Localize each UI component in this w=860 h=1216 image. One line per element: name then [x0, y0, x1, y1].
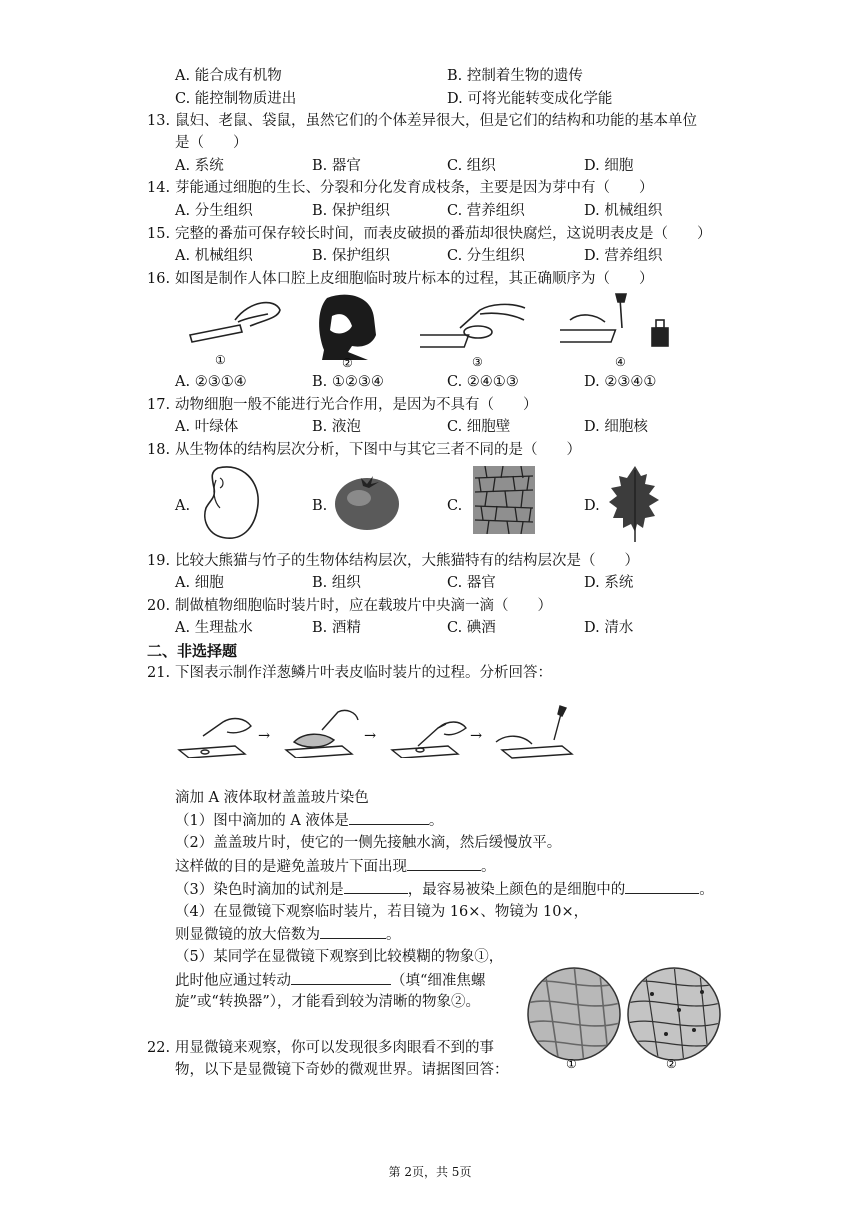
- q18-leaf-image: [605, 462, 663, 544]
- q19-option-c: C. 器官: [447, 575, 496, 591]
- section-heading: 二、非选择题: [147, 642, 238, 660]
- q15-stem: 15. 完整的番茄可保存较长时间，而表皮破损的番茄却很快腐烂，这说明表皮是（ ）: [147, 226, 712, 242]
- q20-stem: 20. 制做植物细胞临时装片时，应在载玻片中央滴一滴（ ）: [147, 598, 552, 614]
- q21-part2-cont: 这样做的目的是避免盖玻片下面出现 。: [175, 856, 496, 877]
- page-footer: 第 2页，共 5页: [388, 1165, 472, 1179]
- q21-blank-1[interactable]: [349, 810, 429, 825]
- q21-part4: （4）在显微镜下观察临时装片，若目镜为 16×、物镜为 10×，: [175, 904, 589, 920]
- q15-option-c: C. 分生组织: [447, 248, 525, 264]
- q21-arrow-3: →: [470, 728, 483, 744]
- q16-figure-1-scraping: [180, 290, 290, 370]
- q20-option-b: B. 酒精: [312, 620, 361, 636]
- q21-part2: （2）盖盖玻片时，使它的一侧先接触水滴，然后缓慢放平。: [175, 835, 562, 851]
- q21-arrow-1: →: [258, 728, 271, 744]
- q21-caption: 滴加 A 液体取材盖盖玻片染色: [175, 790, 369, 806]
- q13-option-d: D. 细胞: [584, 158, 634, 174]
- q21-stem: 21. 下图表示制作洋葱鳞片叶表皮临时装片的过程。分析回答：: [147, 665, 552, 681]
- q14-option-c: C. 营养组织: [447, 203, 525, 219]
- q16-option-d: D. ②③④①: [584, 374, 657, 390]
- q16-fig3-label: ③: [472, 355, 483, 369]
- q21-step-stain: [492, 704, 582, 760]
- q18-cell-tissue-image: [473, 466, 535, 534]
- q13-option-a: A. 系统: [175, 158, 224, 174]
- q18-option-a: A.: [175, 498, 191, 514]
- q16-option-c: C. ②④①③: [447, 374, 519, 390]
- q21-view2-label: ②: [666, 1057, 677, 1071]
- q12-option-a: A. 能合成有机物: [175, 68, 282, 84]
- q16-fig1-label: ①: [215, 353, 226, 367]
- q13-stem: 13. 鼠妇、老鼠、袋鼠，虽然它们的个体差异很大，但是它们的结构和功能的基本单位: [147, 113, 697, 129]
- q22-stem-cont: 物，以下是显微镜下奇妙的微观世界。请据图回答：: [175, 1062, 509, 1078]
- q19-option-d: D. 系统: [584, 575, 634, 591]
- q21-step-drip: [175, 706, 255, 758]
- q14-stem: 14. 芽能通过细胞的生长、分裂和分化发育成枝条，主要是因为芽中有（ ）: [147, 180, 654, 196]
- q16-option-b: B. ①②③④: [312, 374, 384, 390]
- q16-figure-2-rinse-mouth: [312, 290, 392, 370]
- q19-option-b: B. 组织: [312, 575, 361, 591]
- q16-option-a: A. ②③①④: [175, 374, 247, 390]
- q13-option-c: C. 组织: [447, 158, 496, 174]
- q22-stem: 22. 用显微镜来观察，你可以发现很多肉眼看不到的事: [147, 1040, 494, 1056]
- q13-stem-cont: 是（ ）: [175, 135, 248, 151]
- q21-blank-5[interactable]: [320, 924, 386, 939]
- q14-option-a: A. 分生组织: [175, 203, 253, 219]
- q18-bean-seed-image: [198, 464, 263, 542]
- q21-step-take-material: [282, 706, 362, 758]
- q21-blank-3[interactable]: [344, 879, 408, 894]
- q19-stem: 19. 比较大熊猫与竹子的生物体结构层次，大熊猫特有的结构层次是（ ）: [147, 553, 639, 569]
- q21-step-cover-slip: [388, 706, 468, 758]
- q17-option-d: D. 细胞核: [584, 419, 648, 435]
- q16-fig4-label: ④: [615, 355, 626, 369]
- q18-option-b: B.: [312, 498, 328, 514]
- q20-option-d: D. 清水: [584, 620, 634, 636]
- q16-figure-4-dropper: [560, 290, 675, 370]
- q16-stem: 16. 如图是制作人体口腔上皮细胞临时玻片标本的过程，其正确顺序为（ ）: [147, 271, 654, 287]
- q18-option-c: C.: [447, 498, 463, 514]
- q18-tomato-image: [333, 470, 401, 532]
- q20-option-a: A. 生理盐水: [175, 620, 253, 636]
- q21-blank-2[interactable]: [407, 856, 481, 871]
- q17-option-a: A. 叶绿体: [175, 419, 239, 435]
- q13-option-b: B. 器官: [312, 158, 361, 174]
- q21-part5: （5）某同学在显微镜下观察到比较模糊的物象①，: [175, 949, 504, 965]
- q21-part4-cont: 则显微镜的放大倍数为 。: [175, 924, 401, 945]
- q21-blank-6[interactable]: [291, 970, 391, 985]
- q12-option-c: C. 能控制物质进出: [175, 91, 297, 107]
- q17-option-b: B. 液泡: [312, 419, 361, 435]
- q21-microscope-views: [524, 964, 724, 1074]
- q18-stem: 18. 从生物体的结构层次分析，下图中与其它三者不同的是（ ）: [147, 442, 581, 458]
- q20-option-c: C. 碘酒: [447, 620, 496, 636]
- q19-option-a: A. 细胞: [175, 575, 224, 591]
- q21-blank-4[interactable]: [625, 879, 699, 894]
- q18-option-d: D.: [584, 498, 600, 514]
- q21-part5-cont2: 旋”或“转换器”），才能看到较为清晰的物象②。: [175, 994, 480, 1010]
- q15-option-b: B. 保护组织: [312, 248, 390, 264]
- q16-figure-3-smear: [420, 290, 530, 370]
- q15-option-a: A. 机械组织: [175, 248, 253, 264]
- q14-option-d: D. 机械组织: [584, 203, 663, 219]
- q12-option-d: D. 可将光能转变成化学能: [447, 91, 613, 107]
- q21-part5-cont: 此时他应通过转动 （填“细准焦螺: [175, 970, 485, 991]
- q21-view1-label: ①: [566, 1057, 577, 1071]
- q16-fig2-label: ②: [342, 356, 353, 370]
- q17-option-c: C. 细胞壁: [447, 419, 511, 435]
- q17-stem: 17. 动物细胞一般不能进行光合作用，是因为不具有（ ）: [147, 397, 538, 413]
- q12-option-b: B. 控制着生物的遗传: [447, 68, 583, 84]
- q21-part3: （3）染色时滴加的试剂是 ，最容易被染上颜色的是细胞中的 。: [175, 879, 714, 900]
- q14-option-b: B. 保护组织: [312, 203, 390, 219]
- q21-part1: （1）图中滴加的 A 液体是 。: [175, 810, 443, 831]
- q21-arrow-2: →: [364, 728, 377, 744]
- q15-option-d: D. 营养组织: [584, 248, 663, 264]
